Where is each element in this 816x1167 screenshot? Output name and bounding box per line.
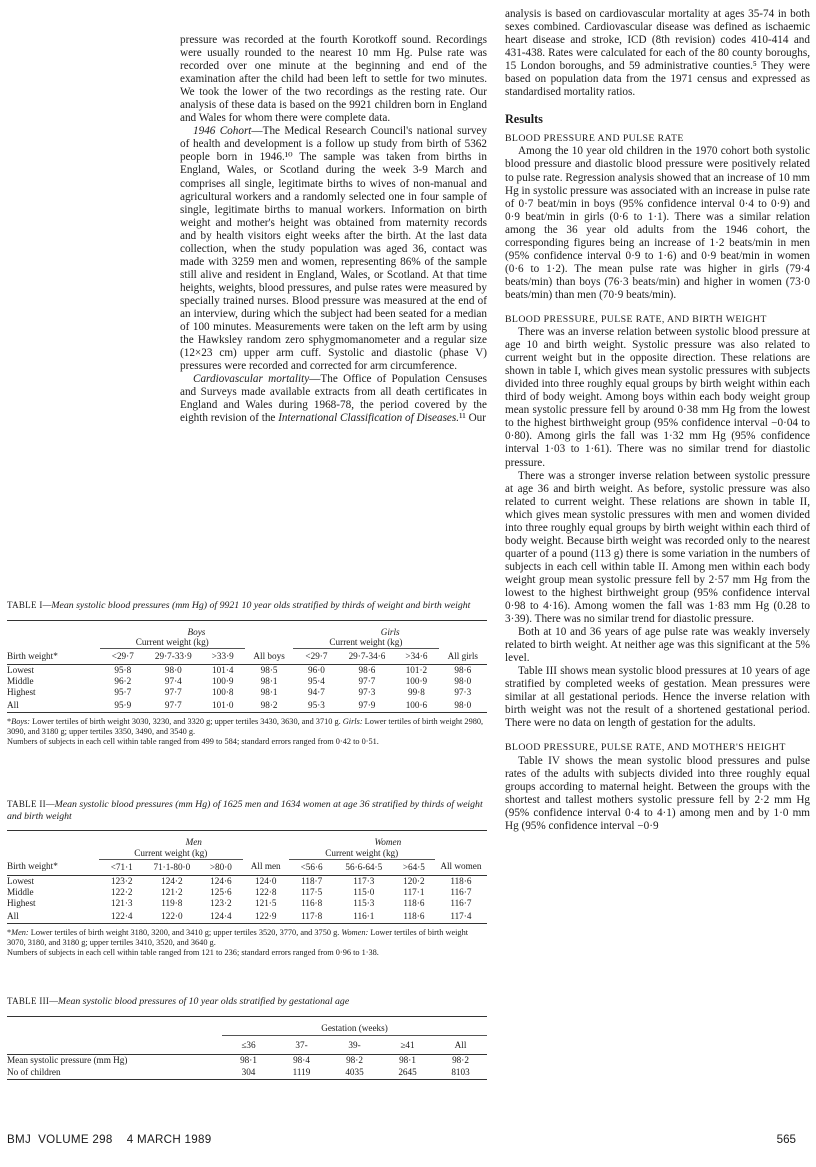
table-row-all: All 95·9 97·7 101·0 98·2 95·3 97·9 100·6 98·0	[7, 698, 487, 713]
column-header: ≤36	[222, 1036, 275, 1055]
paragraph-cardiovascular-mortality: Cardiovascular mortality—The Office of Population Censuses and Surveys made available extracts from all death certificates in England and Wales during 1968-78, the period covered by the eighth revision of the International Classification of Diseases.¹¹ Our	[180, 373, 488, 425]
column-header: All women	[435, 859, 487, 875]
table-row: Highest 121·3 119·8 123·2 121·5 116·8 115·3 118·6 116·7	[7, 897, 472, 908]
journal-footer: BMJ VOLUME 298 4 MARCH 1989	[7, 1133, 212, 1146]
column-header: All	[434, 1036, 487, 1055]
paragraph-bp-method: pressure was recorded at the fourth Korotkoff sound. Recordings were usually rounded to the nearest 10 mm Hg. Pulse rate was recorded over one minute at the beginning and end of the examination after the child had been left to settle for two minutes. We took the lower of the two recordings as the resting rate. Our analysis of these data is based on the 9921 children born in England and Wales for whom there were complete data.	[180, 34, 487, 125]
table-2-subhead-men: Current weight (kg)	[99, 848, 243, 860]
column-header: 29·7-34·6	[340, 649, 395, 665]
table-1-caption: TABLE I—Mean systolic blood pressures (mm Hg) of 9921 10 year olds stratified by thirds of weight and birth weight	[7, 600, 471, 611]
table-1-footnote: *Boys: Lower tertiles of birth weight 3030, 3230, and 3320 g; upper tertiles 3430, 3630, and 3710 g. Girls: Lower tertiles of birth weight 2980, 3090, and 3180 g; upper tertiles 3350, 3490, and 3540 g. Numbers of subjects in each cell within table ranged from 499 to 584; standard errors ranged from 0·42 to 0·51.	[7, 717, 484, 746]
table-row: Middle 122·2 121·2 125·6 122·8 117·5 115·0 117·1 116·7	[7, 886, 472, 897]
paragraph-bp-pulse: Among the 10 year old children in the 1970 cohort both systolic blood pressure and diastolic blood pressure were positively related to pulse rate. Regression analysis showed that an increase of 10 mm Hg in systolic pressure was associated with an increase in pulse rate of 0·7 beat/min in boys (95% confidence interval 0·4 to 0·9) and 0·9 beat/min in girls (0·6 to 1·1). There was a similar relation among the 36 year old adults from the 1946 cohort, the corresponding figures being an increase of 1·2 beats/min in men (95% confidence interval 0·9 to 1·6) and 0·9 beat/min in women (0·6 to 1·2). The mean pulse rate was higher in girls (79·4 beats/min) than boys (76·3 beats/min) and higher in women (73·0 beats/min) than men (70·9 beats/min).	[505, 145, 810, 301]
table-1-grid	[7, 620, 487, 714]
column-header: All boys	[245, 649, 293, 665]
table-1-group-girls: Girls	[380, 626, 400, 637]
paragraph-age36-birthweight: There was a stronger inverse relation between systolic pressure at age 36 and birth weight. As before, systolic pressure was also related to current weight. These relations are shown in table II, which gives mean systolic pressures with men and women divided into three roughly equal groups by birth weight within each third of body weight. Because birth weight was recorded only to the nearest quarter of a pound (113 g) there is some variation in the numbers of subjects in each cell within table II. Among men within each body weight group mean systolic pressure fell by 2·57 mm Hg from the lowest to the highest birthweight group (95% confidence interval 0·98 to 4·16). Among women the fall was 1·83 mm Hg (0.28 to 3·39). There was no similar trend for diastolic pressure.	[505, 469, 810, 626]
column-header: 39-	[328, 1036, 381, 1055]
table-2-row-header: Birth weight*	[7, 859, 99, 875]
table-row-all: All 122·4 122·0 124·4 122·9 117·8 116·1 118·6 117·4	[7, 909, 487, 924]
paragraph-mothers-height: Table IV shows the mean systolic blood pressures and pulse rates of the adults with subjects divided into three roughly equal groups according to maternal height. Between the groups with the shortest and tallest mothers systolic pressure fell by 2·2 mm Hg (95% confidence interval 0·4 to 4·1) among men and by 1·0 mm Hg (95% confidence interval −0·9	[505, 754, 810, 832]
table-row: Lowest 95·8 98·0 101·4 98·5 96·0 98·6 101·2 98·6	[7, 665, 472, 675]
column-header: <71·1	[99, 859, 145, 875]
table-row: Highest 95·7 97·7 100·8 98·1 94·7 97·3 99·8 97·3	[7, 687, 472, 697]
paragraph-analysis-continued: analysis is based on cardiovascular mortality at ages 35-74 in both sexes combined. Cardiovascular disease was defined as ischaemic heart disease and stroke, ICD (8th revision) codes 410-414 and 431-438. Rates were calculated for each of the 80 county boroughs, 15 London boroughs, and 59 administrative counties.⁵ They were based on population data from the 1971 census and expressed as standardised mortality ratios.	[505, 8, 810, 99]
table-2	[7, 799, 487, 958]
table-2-grid	[7, 830, 487, 924]
table-1-subhead-girls: Current weight (kg)	[293, 637, 438, 649]
table-1	[7, 600, 487, 747]
paragraph-pulse-birthweight: Both at 10 and 36 years of age pulse rate was weakly inversely related to birth weight. At neither age was this significant at the 5% level.	[505, 626, 810, 665]
subheading-bp-pulse: BLOOD PRESSURE AND PULSE RATE	[505, 133, 684, 145]
table-row: Lowest 123·2 124·2 124·6 124·0 118·7 117·3 120·2 118·6	[7, 875, 472, 886]
table-1-row-header: Birth weight*	[7, 649, 100, 665]
table-2-footnote: *Men: Lower tertiles of birth weight 3180, 3200, and 3410 g; upper tertiles 3520, 3770, and 3750 g. Women: Lower tertiles of birth weight 3070, 3180, and 3180 g; upper tertiles 3410, 3520, and 3640 g. Numbers of subjects in each cell within table ranged from 121 to 236; standard errors ranged from 0·96 to 1·38.	[7, 927, 469, 957]
table-2-group-men: Men	[185, 837, 202, 847]
column-header: >80·0	[199, 859, 243, 875]
paragraph-1946-cohort: 1946 Cohort—The Medical Research Council's national survey of health and development is a follow up study from birth of 5362 people born in 1946.¹⁰ The sample was taken from births in England, Wales, or Scotland during the week 3-9 March and comprises all single, legitimate births to wives of non-manual and agricultural workers and a randomly selected one in four sample of single, legitimate births to manual workers. Information on birth weight and mother's height was obtained from maternity records and by health visitors eight weeks after the birth. At the last data collection, when the study population was aged 36, contact was made with 3259 men and women, representing 86% of the sample still alive and resident in England, Wales, or Scotland. At that time heights, weights, blood pressures, and pulse rates were measured by specially trained nurses. Blood pressure was measured at the end of an interview, during which the subject had been seated for a median of 100 minutes. Measurements were taken on the left arm by using the Hawksley random zero sphygmomanometer and a regular size (12×23 cm) upper arm cuff. Systolic and diastolic (phase V) pressures were recorded and corrected for arm circumference.	[180, 125, 487, 373]
section-heading-results: Results	[505, 112, 543, 127]
text-column-left	[180, 34, 487, 425]
subheading-mothers-height: BLOOD PRESSURE, PULSE RATE, AND MOTHER'S HEIGHT	[505, 742, 786, 754]
column-header: <29·7	[293, 649, 339, 665]
table-2-group-women: Women	[374, 837, 402, 847]
column-header: >64·5	[393, 859, 435, 875]
table-row: No of children 304 1119 4035 2645 8103	[7, 1066, 487, 1080]
paragraph-age10-birthweight: There was an inverse relation between systolic blood pressure at age 10 and birth weight. Systolic pressure was also related to current weight but in the opposite direction. These relations are shown in table I, which gives mean systolic pressures with subjects divided into three roughly equal groups by birth weight within each third of body weight. Among boys within each body weight group mean systolic pressure fell by around 0·38 mm Hg from the lowest to the highest birthweight group (95% confidence interval −0·04 to 0·80). Among girls the fall was 1·32 mm Hg (95% confidence interval 1·03 to 1·61). There was no similar trend for diastolic pressure.	[505, 326, 810, 469]
table-1-subhead-boys: Current weight (kg)	[100, 637, 245, 649]
column-header: >33·9	[201, 649, 245, 665]
column-header: 29·7-33·9	[146, 649, 201, 665]
column-header: >34·6	[394, 649, 438, 665]
table-3-grid	[7, 1016, 487, 1081]
column-header: 56·6-64·5	[335, 859, 393, 875]
column-header: <29·7	[100, 649, 146, 665]
subheading-bp-pulse-birthweight: BLOOD PRESSURE, PULSE RATE, AND BIRTH WEIGHT	[505, 313, 767, 325]
table-3-group-gestation: Gestation (weeks)	[222, 1016, 487, 1036]
table-1-group-boys: Boys	[187, 626, 206, 637]
paragraph-gestation: Table III shows mean systolic blood pressures at 10 years of age stratified by completed weeks of gestation. Mean pressures were similar at all gestational periods. Hence the inverse relation with birth weight was not the result of a shortened gestational period. There were no data on length of gestation for the adults.	[505, 665, 810, 730]
run-in-heading-cardiovascular-mortality: Cardiovascular mortality	[193, 373, 310, 386]
page-number: 565	[776, 1133, 796, 1146]
table-2-caption: TABLE II—Mean systolic blood pressures (mm Hg) of 1625 men and 1634 women at age 36 stratified by thirds of weight and birth weight	[7, 799, 483, 822]
table-3	[7, 996, 487, 1080]
column-header: 37-	[275, 1036, 328, 1055]
table-row: Middle 96·2 97·4 100·9 98·1 95·4 97·7 100·9 98·0	[7, 676, 472, 686]
run-in-heading-1946-cohort: 1946 Cohort	[193, 125, 252, 138]
column-header: All men	[243, 859, 289, 875]
text-column-right	[505, 8, 810, 833]
table-3-caption: TABLE III—Mean systolic blood pressures of 10 year olds stratified by gestational age	[7, 996, 350, 1007]
table-2-subhead-women: Current weight (kg)	[289, 848, 435, 860]
column-header: All girls	[439, 649, 487, 665]
table-row: Mean systolic pressure (mm Hg) 98·1 98·4 98·2 98·1 98·2	[7, 1055, 469, 1065]
column-header: ≥41	[381, 1036, 434, 1055]
column-header: <56·6	[289, 859, 335, 875]
column-header: 71·1-80·0	[145, 859, 199, 875]
